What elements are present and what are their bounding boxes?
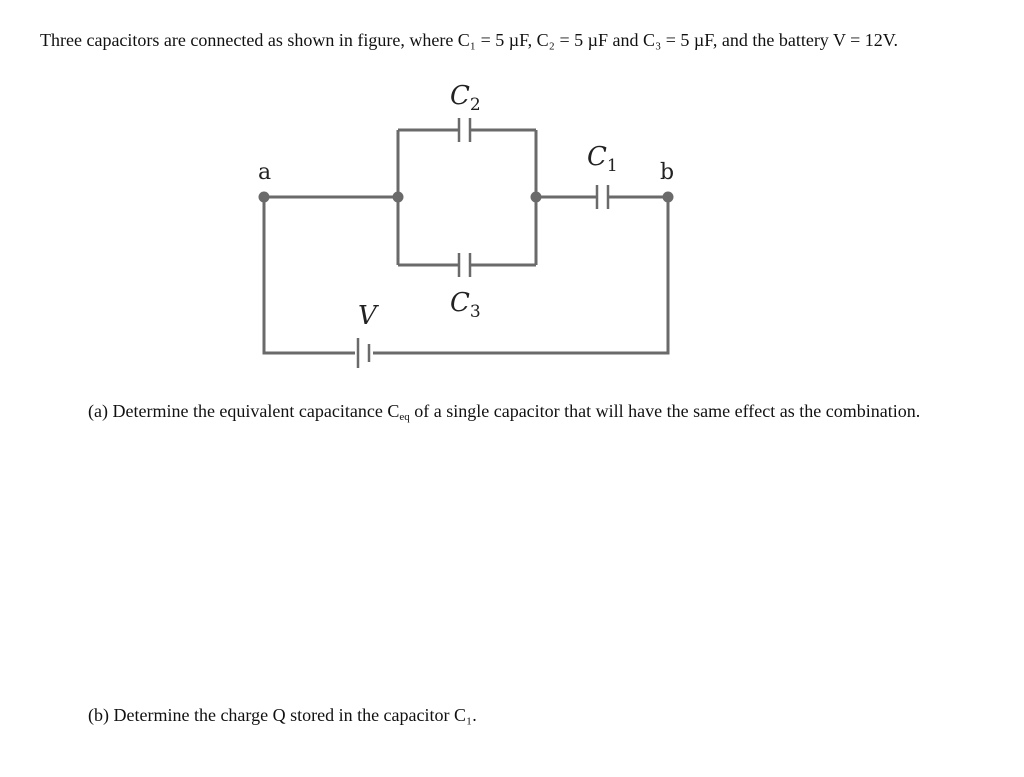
label-c2: $C_2$ bbox=[450, 81, 481, 115]
left-wire bbox=[264, 197, 355, 353]
label-b: b bbox=[660, 160, 675, 185]
node-a bbox=[259, 192, 270, 203]
label-c1: $C_1$ bbox=[587, 142, 618, 176]
capacitor-c2 bbox=[459, 118, 470, 142]
problem-intro: Three capacitors are connected as shown in figure, where C₁ = 5 µF, C₂ = 5 µF and C₃ = 5 µF, and the battery V = 12V. bbox=[40, 30, 898, 50]
battery-v bbox=[358, 338, 369, 368]
parallel-branch bbox=[398, 130, 536, 265]
part-a-prefix: (a) Determine the equivalent capacitance C bbox=[88, 401, 400, 421]
question-part-b: (b) Determine the charge Q stored in the capacitor C₁. bbox=[88, 705, 477, 725]
capacitor-c1 bbox=[536, 185, 668, 209]
outer-loop bbox=[264, 197, 668, 353]
capacitor-c3 bbox=[459, 253, 470, 277]
question-part-a bbox=[42, 399, 942, 424]
node-b bbox=[663, 192, 674, 203]
part-a-suffix: of a single capacitor that will have the same effect as the combination. bbox=[409, 401, 921, 421]
node-junction-right bbox=[531, 192, 542, 203]
label-c3: $C_3$ bbox=[450, 288, 481, 322]
part-a-subscript: eq bbox=[399, 411, 410, 423]
label-v: V bbox=[358, 301, 377, 331]
node-junction-left bbox=[393, 192, 404, 203]
right-wire bbox=[373, 197, 668, 353]
label-a: a bbox=[258, 160, 272, 185]
